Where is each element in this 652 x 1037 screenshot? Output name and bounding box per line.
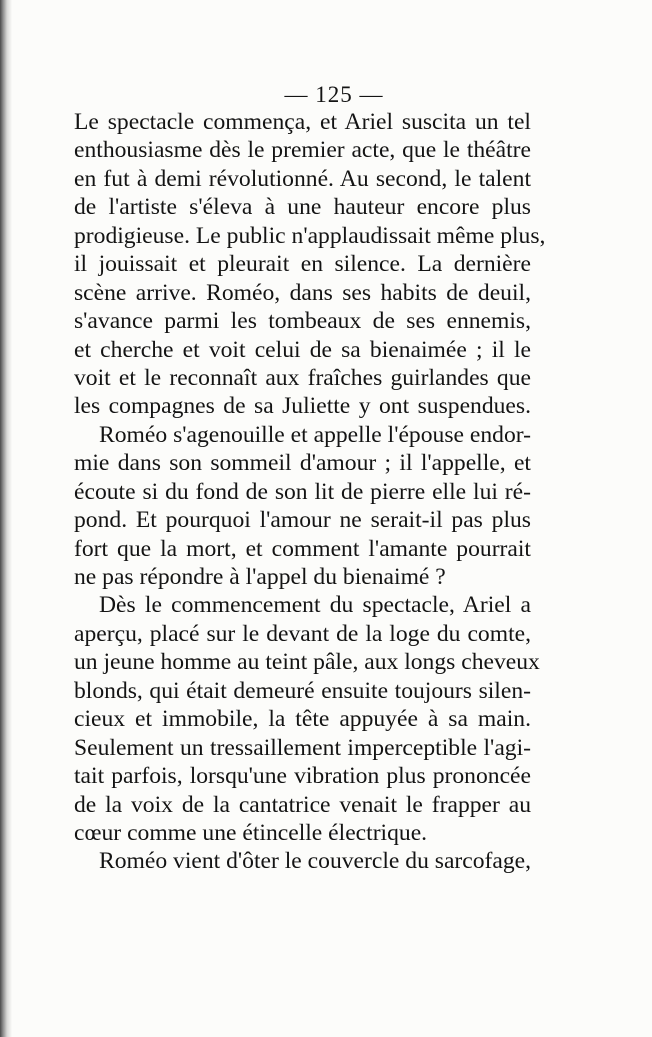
paragraph-2 — [74, 421, 531, 592]
text-line: enthousiasme dès le premier acte, que le théâtre — [74, 137, 531, 164]
paragraph-4 — [74, 847, 531, 875]
page-binding-edge — [0, 0, 12, 1037]
text-line: prodigieuse. Le public n'applaudissait même plus, — [74, 222, 546, 249]
page-number: — 125 — — [284, 82, 384, 107]
text-line: pond. Et pourquoi l'amour ne serait-il pas plus — [74, 507, 531, 534]
text-line: voit et le reconnaît aux fraîches guirlandes que — [74, 364, 531, 391]
text-line: cœur comme une étincelle électrique. — [74, 819, 428, 846]
text-line: et cherche et voit celui de sa bienaimée ; il le — [74, 336, 531, 363]
text-line: fort que la mort, et comment l'amante pourrait — [74, 535, 531, 562]
text-line: de la voix de la cantatrice venait le frapper au — [74, 791, 531, 818]
text-line: ne pas répondre à l'appel du bienaimé ? — [74, 564, 446, 590]
text-line: scène arrive. Roméo, dans ses habits de deuil, — [74, 279, 531, 306]
text-line: blonds, qui était demeuré ensuite toujours silen- — [74, 677, 531, 704]
text-line: mie dans son sommeil d'amour ; il l'appelle, et — [74, 450, 531, 477]
text-line: un jeune homme au teint pâle, aux longs cheveux — [74, 649, 540, 676]
text-line: en fut à demi révolutionné. Au second, le talent — [74, 165, 531, 192]
text-line: Roméo s'agenouille et appelle l'épouse endor- — [99, 421, 531, 448]
text-line: cieux et immobile, la tête appuyée à sa main. — [74, 706, 531, 733]
text-line: Seulement un tressaillement imperceptible l'agi- — [74, 734, 531, 761]
text-line: Dès le commencement du spectacle, Ariel a — [99, 592, 531, 619]
text-line: Roméo vient d'ôter le couvercle du sarcofage, — [99, 848, 532, 875]
text-line: tait parfois, lorsqu'une vibration plus prononcée — [74, 763, 531, 790]
text-line: il jouissait et pleurait en silence. La dernière — [74, 251, 531, 278]
paragraph-3 — [74, 591, 540, 847]
text-line: Le spectacle commença, et Ariel suscita un tel — [74, 109, 531, 135]
text-line: aperçu, placé sur le devant de la loge du comte, — [74, 620, 531, 647]
text-line: les compagnes de sa Juliette y ont suspendues. — [74, 393, 531, 420]
text-line: s'avance parmi les tombeaux de ses ennemis, — [74, 308, 531, 335]
body-text — [74, 108, 546, 876]
text-line: écoute si du fond de son lit de pierre elle lui ré- — [74, 478, 531, 505]
text-line: de l'artiste s'éleva à une hauteur encore plus — [74, 194, 531, 221]
paragraph-1 — [74, 108, 546, 421]
